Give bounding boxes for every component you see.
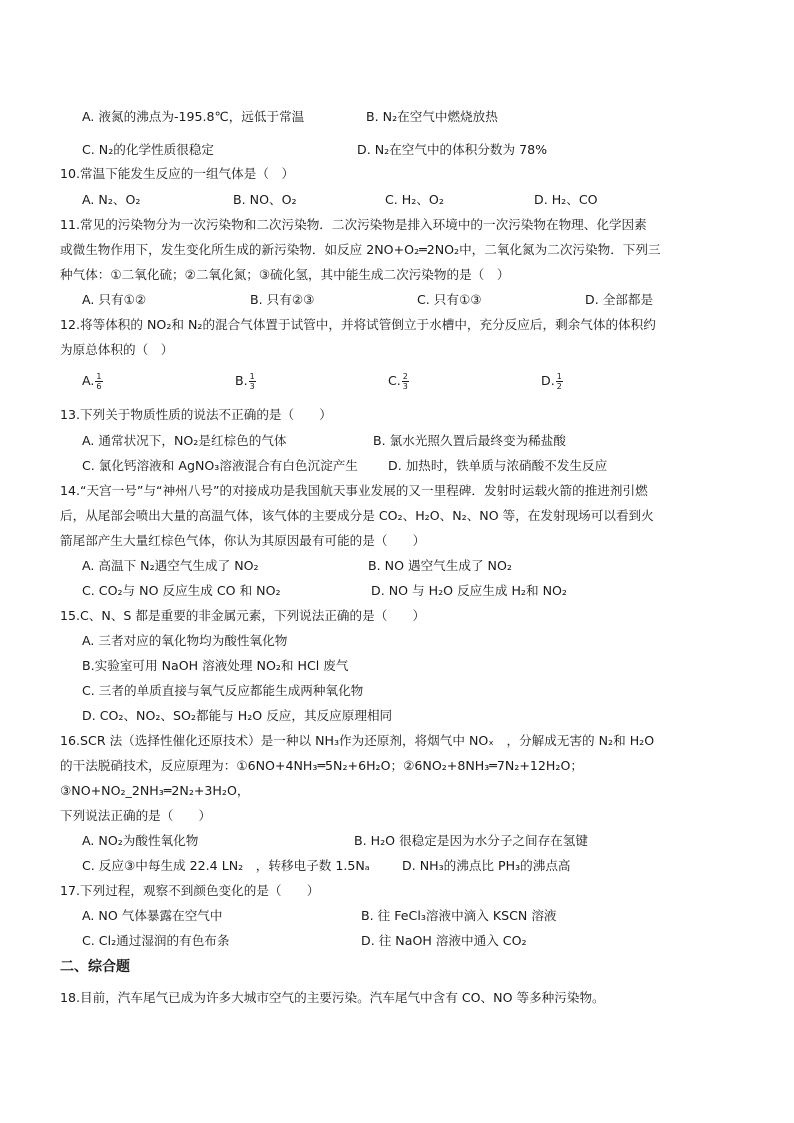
q11-line-3: 种气体：①二氧化硫；②二氧化氮；③硫化氢，其中能生成二次污染物的是（ ）	[60, 267, 510, 282]
q16-option-b: B. H₂O 很稳定是因为水分子之间存在氢键	[354, 833, 588, 848]
q15-stem: 15.C、N、S 都是重要的非金属元素，下列说法正确的是（ ）	[60, 608, 426, 623]
q12-option-d	[541, 372, 563, 391]
q9-option-b: B. N₂在空气中燃烧放热	[366, 109, 498, 124]
q15-option-b: B.实验室可用 NaOH 溶液处理 NO₂和 HCl 废气	[82, 658, 349, 673]
q17-option-d: D. 往 NaOH 溶液中通入 CO₂	[361, 933, 527, 948]
q11-option-c: C. 只有①③	[417, 292, 482, 307]
q11-option-b: B. 只有②③	[250, 292, 315, 307]
q11-line-2: 或微生物作用下，发生变化所生成的新污染物．如反应 2NO+O₂═2NO₂中，二氧化氮为二次污染物．下列三	[60, 242, 661, 257]
q16-line-2: 的干法脱硝技术，反应原理为：①6NO+4NH₃═5N₂+6H₂O；②6NO₂+8NH₃═7N₂+12H₂O；	[60, 758, 583, 773]
q18-stem: 18.目前，汽车尾气已成为许多大城市空气的主要污染。汽车尾气中含有 CO、NO 等多种污染物。	[60, 990, 605, 1005]
q17-option-b: B. 往 FeCl₃溶液中滴入 KSCN 溶液	[361, 908, 557, 923]
q14-line-3: 箭尾部产生大量红棕色气体，你认为其原因最有可能的是（ ）	[60, 533, 426, 548]
q10-stem: 10.常温下能发生反应的一组气体是（ ）	[60, 166, 295, 181]
q12-option-a	[82, 372, 103, 391]
q13-option-a: A. 通常状况下，NO₂是红棕色的气体	[82, 433, 287, 448]
q12-option-c	[388, 372, 409, 391]
q15-option-d: D. CO₂、NO₂、SO₂都能与 H₂O 反应，其反应原理相同	[82, 708, 393, 723]
q12-option-d-fraction: $\frac{1}{2}$	[556, 372, 562, 391]
q13-stem: 13.下列关于物质性质的说法不正确的是（ ）	[60, 407, 332, 422]
q16-line-1: 16.SCR 法（选择性催化还原技术）是一种以 NH₃作为还原剂，将烟气中 NOₓ ，分解成无害的 N₂和 H₂O	[60, 733, 655, 748]
q14-option-d: D. NO 与 H₂O 反应生成 H₂和 NO₂	[371, 583, 567, 598]
q12-line-1: 12.将等体积的 NO₂和 N₂的混合气体置于试管中，并将试管倒立于水槽中，充分反应后，剩余气体的体积约	[60, 317, 656, 332]
q11-option-a: A. 只有①②	[82, 292, 147, 307]
q12-option-c-fraction: $\frac{2}{3}$	[402, 372, 408, 391]
q12-option-b-label: B.	[235, 373, 248, 388]
q12-option-a-fraction: $\frac{1}{6}$	[96, 372, 102, 391]
q9-option-d: D. N₂在空气中的体积分数为 78%	[357, 142, 548, 157]
q16-line-3: ③NO+NO₂_2NH₃═2N₂+3H₂O，	[60, 783, 250, 798]
q12-option-b-fraction: $\frac{1}{3}$	[249, 372, 255, 391]
q9-option-a: A. 液氮的沸点为-195.8℃，远低于常温	[82, 109, 305, 124]
q14-option-c: C. CO₂与 NO 反应生成 CO 和 NO₂	[82, 583, 281, 598]
q12-option-d-label: D.	[541, 373, 555, 388]
q13-option-c: C. 氯化钙溶液和 AgNO₃溶液混合有白色沉淀产生	[82, 458, 358, 473]
q15-option-a: A. 三者对应的氧化物均为酸性氧化物	[82, 633, 288, 648]
q16-line-4: 下列说法正确的是（ ）	[60, 808, 212, 823]
q10-option-a: A. N₂、O₂	[82, 192, 141, 207]
q12-option-b	[235, 372, 256, 391]
q13-option-b: B. 氯水光照久置后最终变为稀盐酸	[373, 433, 566, 448]
q11-option-d: D. 全部都是	[585, 292, 654, 307]
q10-option-d: D. H₂、CO	[534, 192, 598, 207]
q17-stem: 17.下列过程，观察不到颜色变化的是（ ）	[60, 883, 320, 898]
q16-option-c: C. 反应③中每生成 22.4 LN₂ ，转移电子数 1.5Nₐ	[82, 858, 370, 873]
q12-line-2: 为原总体积的（ ）	[60, 342, 174, 357]
q14-option-a: A. 高温下 N₂遇空气生成了 NO₂	[82, 558, 259, 573]
q17-option-a: A. NO 气体暴露在空气中	[82, 908, 223, 923]
q12-option-a-label: A.	[82, 373, 95, 388]
q16-option-d: D. NH₃的沸点比 PH₃的沸点高	[402, 858, 571, 873]
q10-option-c: C. H₂、O₂	[385, 192, 444, 207]
q10-option-b: B. NO、O₂	[233, 192, 297, 207]
q11-line-1: 11.常见的污染物分为一次污染物和二次污染物．二次污染物是排入环境中的一次污染物在物理、化学因素	[60, 217, 647, 232]
q15-option-c: C. 三者的单质直接与氧气反应都能生成两种氧化物	[82, 683, 364, 698]
q13-option-d: D. 加热时，铁单质与浓硝酸不发生反应	[388, 458, 608, 473]
q17-option-c: C. Cl₂通过湿润的有色布条	[82, 933, 230, 948]
q14-option-b: B. NO 遇空气生成了 NO₂	[368, 558, 512, 573]
section-heading: 二、综合题	[60, 959, 130, 975]
q9-option-c: C. N₂的化学性质很稳定	[82, 142, 215, 157]
q12-option-c-label: C.	[388, 373, 401, 388]
q14-line-2: 后，从尾部会喷出大量的高温气体，该气体的主要成分是 CO₂、H₂O、N₂、NO 等，在发射现场可以看到火	[60, 508, 654, 523]
q14-line-1: 14.“天宫一号”与“神州八号”的对接成功是我国航天事业发展的又一里程碑．发射时运载火箭的推进剂引燃	[60, 483, 648, 498]
q16-option-a: A. NO₂为酸性氧化物	[82, 833, 199, 848]
